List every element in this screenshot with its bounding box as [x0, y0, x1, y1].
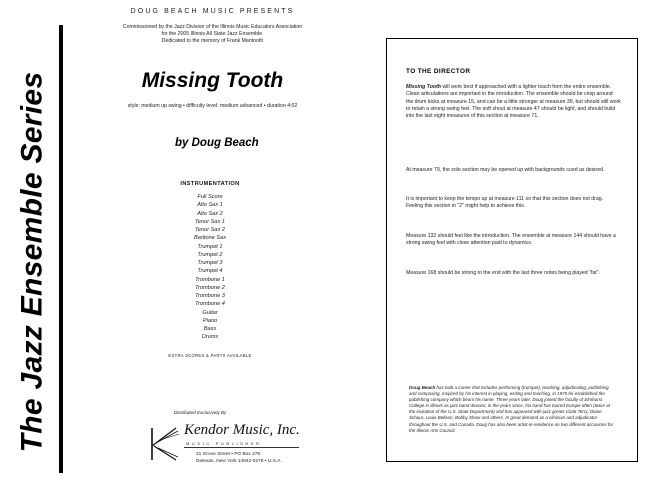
composer-name: Doug Beach	[409, 385, 436, 390]
commission-line: for the 2005 Illinois All State Jazz Ensemble.	[161, 31, 264, 37]
kendor-logo-icon	[148, 426, 180, 462]
instrument-item: Trumpet 2	[197, 251, 223, 258]
composer-bio	[409, 385, 615, 434]
instrument-item: Tenor Sax 1	[195, 218, 225, 225]
director-intro-text: will work best if approached with a lighter touch from the entire ensemble. Clean articulations are important in the introduction. The ensemble should be crisp around the drum kicks at measure 15, and can be a little stronger at measure 39, but should still work to retain a strong swing feel. The soft shout at measure 47 should be light, and should build into the last eight measures of this section at measure 71.	[406, 84, 621, 120]
commission-line: Dedicated to the memory of Frank Mantooth	[161, 38, 264, 44]
director-paragraph: Measure 168 should be strong to the end with the last three notes being played "fat".	[406, 270, 601, 276]
composer-bio-text: has built a career that includes performing (trumpet), teaching, adjudicating, publishing and composing. Inspired by his interest in playing, writing and teaching, in 1975 he established the publishing company which bears his name. Three years later, Doug joined the faculty of Elmhurst College in Illinois as jazz band director, in the years since, his band has toured Europe often (twice at the invitation of the U.S. State Department) and has appeared with jazz greats Clark Terry, Diane Schuur, Louie Bellson, Bobby Shew and others. In great demand as a clinician and adjudicator throughout the U.S. and Canada, Doug has also been artist-in-residence on two different occasions for the Illinois Arts Council.	[409, 385, 614, 433]
instrument-item: Alto Sax 1	[197, 202, 223, 209]
instrument-item: Trumpet 4	[197, 268, 223, 275]
instrument-item: Trombone 2	[195, 284, 225, 291]
publisher-logo-name: Kendor Music, Inc.	[184, 422, 300, 438]
distributed-by: Distributed Exclusively By	[173, 410, 227, 415]
instrument-item: Drums	[201, 334, 219, 341]
instrument-item: Trombone 1	[195, 276, 225, 283]
director-paragraph	[406, 84, 621, 120]
instrumentation-heading: INSTRUMENTATION	[180, 181, 240, 187]
extra-scores-note: EXTRA SCORES & PARTS AVAILABLE	[168, 353, 252, 358]
address-line: Delevan, New York 14042-0278 • U.S.A.	[196, 458, 282, 464]
instrument-item: Baritone Sax	[193, 235, 227, 242]
instrument-item: Bass	[203, 326, 217, 332]
instrument-item: Trumpet 1	[197, 243, 223, 250]
instrumentation-list	[150, 193, 270, 342]
instrument-item: Tenor Sax 2	[195, 227, 225, 233]
piece-title-inline: Missing Tooth	[406, 84, 441, 90]
instrument-item: Alto Sax 2	[197, 210, 223, 217]
piece-title: Missing Tooth	[141, 69, 284, 92]
publisher-header: DOUG BEACH MUSIC PRESENTS	[130, 8, 295, 15]
series-title: The Jazz Ensemble Series	[15, 71, 48, 453]
instrument-item: Trombone 4	[195, 301, 225, 308]
instrument-item: Piano	[202, 317, 218, 324]
commission-note	[95, 24, 330, 45]
series-spine	[12, 62, 52, 462]
instrument-item: Guitar	[202, 309, 218, 316]
style-line: style: medium up swing • difficulty level: medium advanced • duration 4:02	[127, 103, 298, 109]
instrument-item: Trumpet 3	[197, 260, 223, 266]
address-line: 21 Grove Street • PO Box 278	[196, 452, 261, 457]
spine-divider	[59, 25, 63, 473]
author-credit: by Doug Beach	[175, 137, 259, 149]
commission-line: Commissioned by the Jazz Division of the Illinois Music Educators Association	[122, 24, 303, 30]
publisher-logo-subtitle: MUSIC PUBLISHER	[186, 441, 262, 446]
logo-divider	[184, 447, 299, 448]
director-paragraph: At measure 79, the solo section may be opened up with backgrounds cued as desired.	[406, 167, 605, 173]
director-paragraph: It is important to keep the tempo up at measure 111 so that this section does not drag. Feeling this section in "2" might help to achieve this.	[406, 196, 604, 210]
director-heading: TO THE DIRECTOR	[406, 68, 471, 75]
director-notes-page	[366, 0, 667, 500]
publisher-address	[196, 452, 282, 465]
instrument-item: Trombone 3	[195, 293, 225, 299]
instrument-item: Full Score	[197, 194, 223, 200]
director-paragraph: Measure 132 should feel like the introduction. The ensemble at measure 144 should have a strong swing feel with close attention paid to dynamics.	[406, 233, 616, 247]
